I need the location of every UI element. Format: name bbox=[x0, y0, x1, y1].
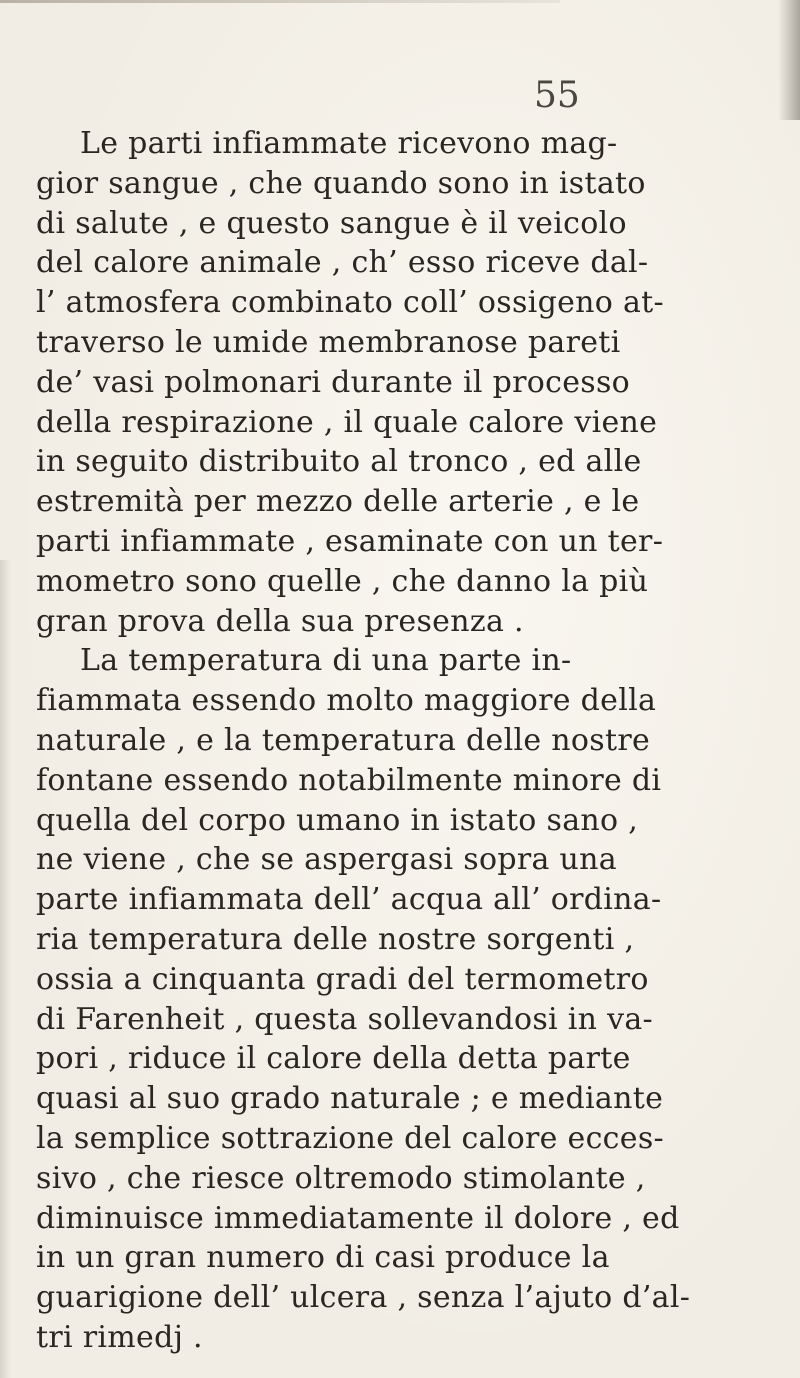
text-line: naturale , e la temperatura delle nostre bbox=[36, 722, 651, 758]
text-line: ne viene , che se aspergasi sopra una bbox=[36, 842, 617, 878]
text-line: di salute , e questo sangue è il veicolo bbox=[36, 205, 627, 241]
text-line: la semplice sottrazione del calore ecces- bbox=[36, 1120, 664, 1156]
text-line: gior sangue , che quando sono in istato bbox=[36, 165, 646, 201]
page-number: 55 bbox=[534, 75, 580, 116]
text-line: de’ vasi polmonari durante il processo bbox=[36, 364, 630, 400]
text-line: fiammata essendo molto maggiore della bbox=[36, 683, 657, 719]
text-line: mometro sono quelle , che danno la più bbox=[36, 563, 649, 599]
text-line: in seguito distribuito al tronco , ed alle bbox=[36, 444, 642, 480]
text-line: Le parti infiammate ricevono mag- bbox=[80, 126, 618, 161]
text-line: del calore animale , ch’ esso riceve dal- bbox=[36, 245, 649, 281]
text-line: quasi al suo grado naturale ; e mediante bbox=[36, 1081, 664, 1117]
body-text bbox=[36, 124, 736, 1358]
text-line: di Farenheit , questa sollevandosi in va- bbox=[36, 1001, 653, 1037]
text-line: l’ atmosfera combinato coll’ ossigeno at- bbox=[36, 285, 664, 321]
text-line: gran prova della sua presenza . bbox=[36, 603, 524, 639]
text-line: pori , riduce il calore della detta parte bbox=[36, 1041, 631, 1077]
text-line: in un gran numero di casi produce la bbox=[36, 1240, 610, 1276]
text-line: La temperatura di una parte in- bbox=[80, 643, 572, 679]
text-line: parti infiammate , esaminate con un ter- bbox=[36, 523, 664, 559]
top-edge-shadow bbox=[0, 0, 560, 3]
text-line: tri rimedj . bbox=[36, 1319, 203, 1355]
right-edge-shadow bbox=[778, 0, 800, 120]
text-line: ossia a cinquanta gradi del termometro bbox=[36, 961, 649, 997]
text-line: sivo , che riesce oltremodo stimolante , bbox=[36, 1160, 646, 1196]
text-line: traverso le umide membranose pareti bbox=[36, 324, 621, 360]
text-line: parte infiammata dell’ acqua all’ ordina- bbox=[36, 882, 662, 918]
text-line: diminuisce immediatamente il dolore , ed bbox=[36, 1200, 680, 1236]
text-line: guarigione dell’ ulcera , senza l’ajuto d’al- bbox=[36, 1280, 691, 1316]
text-line: fontane essendo notabilmente minore di bbox=[36, 762, 662, 798]
text-line: quella del corpo umano in istato sano , bbox=[36, 802, 639, 838]
binding-gutter bbox=[0, 560, 12, 1378]
text-line: estremità per mezzo delle arterie , e le bbox=[36, 484, 640, 520]
text-line: ria temperatura delle nostre sorgenti , bbox=[36, 921, 635, 957]
text-line: della respirazione , il quale calore viene bbox=[36, 404, 658, 440]
